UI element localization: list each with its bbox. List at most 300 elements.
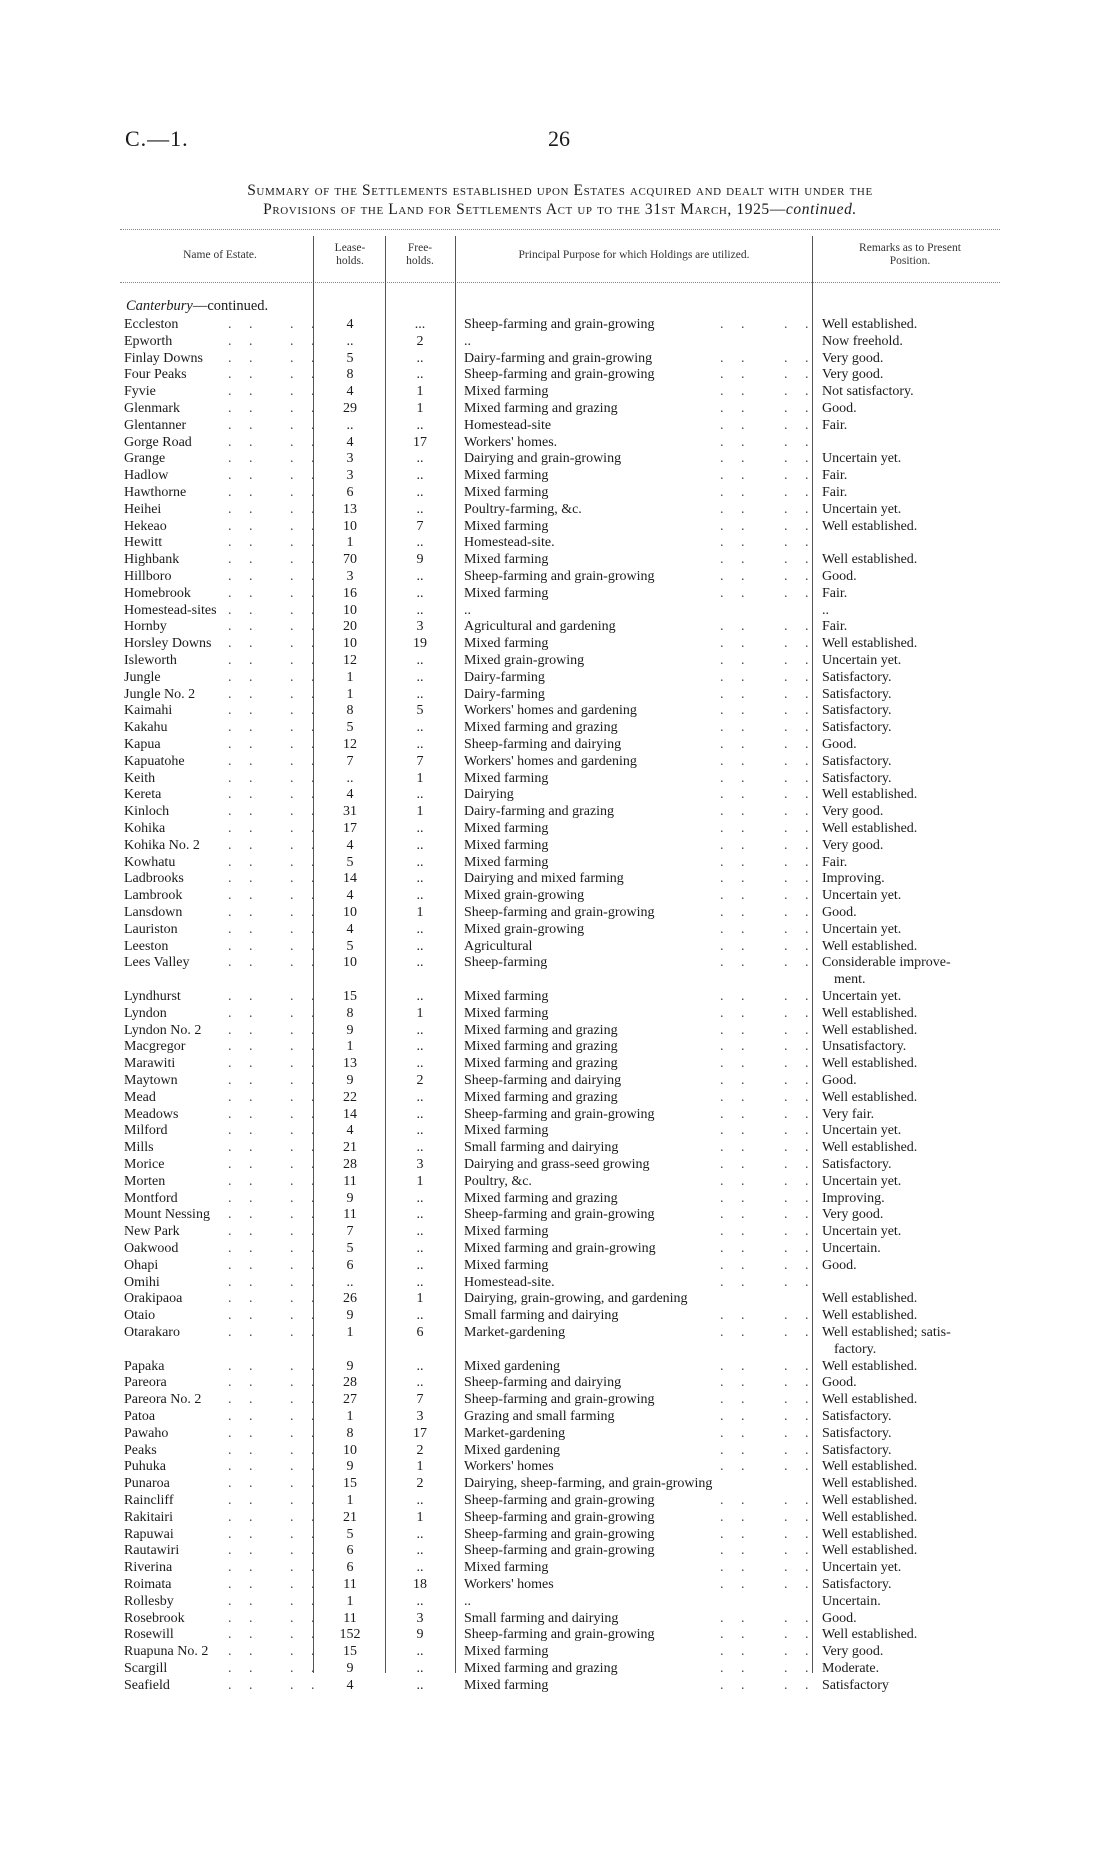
estate-name: Roimata	[124, 1577, 172, 1592]
table-row	[0, 1391, 1114, 1408]
remarks: Fair.	[822, 585, 848, 601]
leader-dots: . .	[720, 1677, 752, 1693]
leader-dots: . .	[228, 1425, 260, 1441]
leader-dots: . .	[228, 1274, 260, 1290]
leader-dots: . .	[720, 485, 752, 500]
table-row	[0, 585, 1114, 602]
freeholds-count: 1	[416, 384, 424, 400]
freeholds-count: ..	[416, 1106, 424, 1122]
leader-dots: . .	[720, 1459, 752, 1475]
leader-dots: . .	[228, 837, 260, 853]
leaseholds-count: 7	[346, 753, 354, 769]
leaseholds-count: 1	[346, 535, 354, 551]
leaseholds-count: 9	[346, 1308, 354, 1324]
table-row	[0, 618, 1114, 635]
leader-dots: . .	[290, 1627, 322, 1643]
leader-dots: . .	[784, 1661, 816, 1676]
leader-dots: . .	[784, 384, 816, 400]
leader-dots: . .	[290, 1442, 322, 1458]
leader-dots: . .	[228, 1089, 260, 1105]
leader-dots: . .	[720, 451, 752, 467]
freeholds-count: ..	[416, 871, 424, 887]
estate-name: Homebrook	[124, 585, 191, 601]
leader-dots: . .	[228, 1627, 260, 1643]
principal-purpose: Mixed grain-growing	[464, 888, 585, 904]
estate-name: Otaio	[124, 1308, 156, 1324]
leader-dots: . .	[720, 938, 752, 954]
table-row	[0, 1576, 1114, 1593]
leaseholds-count: 1	[346, 1039, 354, 1055]
table-row	[0, 484, 1114, 501]
leader-dots: . .	[784, 1325, 816, 1340]
leader-dots: . .	[720, 552, 752, 568]
freeholds-count: ..	[416, 921, 424, 937]
table-row	[0, 366, 1114, 383]
leader-dots: . .	[784, 1392, 816, 1408]
leaseholds-count: 8	[346, 1005, 354, 1021]
leader-dots: . .	[228, 921, 260, 937]
leader-dots: . .	[290, 602, 322, 618]
leader-dots: . .	[720, 686, 752, 702]
leader-dots: . .	[228, 1056, 260, 1072]
leader-dots: . .	[290, 1224, 322, 1240]
leader-dots: . .	[228, 569, 260, 584]
leader-dots: . .	[228, 1241, 260, 1256]
title-line-2-text: Provisions of the Land for Settlements Act up to the 31st March, 1925—	[263, 201, 786, 218]
remarks-continuation: ment.	[834, 972, 866, 988]
remarks: Unsatisfactory.	[822, 1039, 907, 1055]
leader-dots: . .	[784, 1577, 816, 1592]
freeholds-count: ..	[416, 955, 424, 971]
estate-name: Highbank	[124, 552, 180, 568]
leader-dots: . .	[720, 1577, 752, 1592]
freeholds-count: ..	[416, 585, 424, 601]
leader-dots: . .	[290, 1106, 322, 1122]
remarks: Well established.	[822, 1056, 918, 1072]
leader-dots: . .	[290, 1274, 322, 1290]
table-row	[0, 450, 1114, 467]
leader-dots: . .	[784, 636, 816, 652]
leader-dots: . .	[784, 955, 816, 971]
table-row	[0, 1660, 1114, 1677]
estate-name: Peaks	[124, 1442, 157, 1458]
leaseholds-count: 3	[346, 569, 354, 584]
leaseholds-count: 11	[343, 1577, 357, 1592]
table-row	[0, 1156, 1114, 1173]
leader-dots: . .	[720, 703, 752, 719]
leader-dots: . .	[720, 1493, 752, 1508]
freeholds-count: 2	[416, 1442, 424, 1458]
leader-dots: . .	[290, 1644, 322, 1660]
estate-name: Otarakaro	[124, 1325, 180, 1340]
principal-purpose: Poultry, &c.	[464, 1173, 532, 1189]
table-row	[0, 333, 1114, 350]
table-row	[0, 501, 1114, 518]
leaseholds-count: 12	[343, 737, 357, 752]
leader-dots: . .	[290, 1291, 322, 1307]
table-row	[0, 602, 1114, 619]
estate-name: Hekeao	[124, 518, 167, 534]
leaseholds-count: 5	[346, 1241, 354, 1256]
table-row	[0, 400, 1114, 417]
principal-purpose: Dairying and grass-seed growing	[464, 1157, 650, 1172]
remarks: Very fair.	[822, 1106, 875, 1122]
leader-dots: . .	[784, 350, 816, 366]
freeholds-count: ..	[416, 1274, 424, 1290]
leaseholds-count: 4	[346, 317, 354, 332]
remarks: Well established.	[822, 1089, 918, 1105]
leader-dots: . .	[720, 1392, 752, 1408]
remarks: Satisfactory.	[822, 1409, 892, 1424]
leader-dots: . .	[720, 1274, 752, 1290]
leader-dots: . .	[228, 989, 260, 1004]
leader-dots: . .	[228, 770, 260, 786]
freeholds-count: 18	[413, 1577, 427, 1592]
principal-purpose: Mixed farming and grazing	[464, 1022, 618, 1038]
estate-name: Kakahu	[124, 720, 168, 736]
leader-dots: . .	[784, 1022, 816, 1038]
leaseholds-count: 8	[346, 367, 354, 383]
leader-dots: . .	[290, 1123, 322, 1139]
leaseholds-count: 8	[346, 703, 354, 719]
leader-dots: . .	[290, 1056, 322, 1072]
leader-dots: . .	[290, 1409, 322, 1424]
remarks: Now freehold.	[822, 333, 903, 349]
freeholds-count: ..	[416, 653, 424, 668]
leaseholds-count: 9	[346, 1190, 354, 1206]
table-row	[0, 870, 1114, 887]
leaseholds-count: 9	[346, 1459, 354, 1475]
table-row	[0, 1677, 1114, 1694]
remarks: Good.	[822, 905, 857, 920]
leaseholds-count: 152	[339, 1627, 361, 1643]
leader-dots: . .	[228, 367, 260, 383]
leader-dots: . .	[228, 938, 260, 954]
leader-dots: . .	[290, 1173, 322, 1189]
leader-dots: . .	[290, 1610, 322, 1626]
remarks: Good.	[822, 569, 857, 584]
leader-dots: . .	[290, 1005, 322, 1021]
header-rule-bottom	[120, 282, 1000, 283]
leader-dots: . .	[228, 417, 260, 433]
leader-dots: . .	[720, 1325, 752, 1340]
column-header-remarks-1: Remarks as to Present	[859, 242, 961, 254]
principal-purpose: Mixed farming	[464, 1677, 549, 1693]
leader-dots: . .	[290, 1308, 322, 1324]
remarks: Satisfactory.	[822, 1425, 892, 1441]
freeholds-count: 1	[416, 804, 424, 820]
estate-name: Kohika No. 2	[124, 837, 200, 853]
leader-dots: . .	[784, 837, 816, 853]
leader-dots: . .	[290, 333, 322, 349]
table-row	[0, 467, 1114, 484]
leader-dots: . .	[290, 1392, 322, 1408]
table-row	[0, 1122, 1114, 1139]
leader-dots: . .	[784, 1358, 816, 1374]
principal-purpose: Mixed farming and grazing	[464, 1190, 618, 1206]
leader-dots: . .	[290, 384, 322, 400]
leader-dots: . .	[784, 989, 816, 1004]
principal-purpose: Sheep-farming and grain-growing	[464, 1493, 655, 1508]
leader-dots: . .	[290, 1476, 322, 1492]
estate-name: Kapua	[124, 737, 161, 752]
remarks: Satisfactory.	[822, 686, 892, 702]
leaseholds-count: ..	[346, 770, 354, 786]
table-row	[0, 854, 1114, 871]
leader-dots: . .	[228, 619, 260, 635]
leader-dots: . .	[290, 1325, 322, 1340]
freeholds-count: 17	[413, 1425, 427, 1441]
leader-dots: . .	[228, 1593, 260, 1609]
leaseholds-count: 13	[343, 501, 357, 517]
table-row	[0, 1223, 1114, 1240]
leader-dots: . .	[784, 888, 816, 904]
leader-dots: . .	[290, 669, 322, 685]
freeholds-count: 19	[413, 636, 427, 652]
leader-dots: . .	[228, 1442, 260, 1458]
principal-purpose: Sheep-farming and grain-growing	[464, 367, 655, 383]
leader-dots: . .	[720, 1005, 752, 1021]
leader-dots: . .	[720, 720, 752, 736]
principal-purpose: Mixed farming and grazing	[464, 1056, 618, 1072]
leader-dots: . .	[228, 317, 260, 332]
leader-dots: . .	[720, 367, 752, 383]
estate-name: Pareora No. 2	[124, 1392, 202, 1408]
leader-dots: . .	[784, 552, 816, 568]
estate-name: Kohika	[124, 821, 166, 836]
principal-purpose: Mixed grain-growing	[464, 921, 585, 937]
leaseholds-count: 4	[346, 1123, 354, 1139]
table-row	[0, 1425, 1114, 1442]
table-row	[0, 702, 1114, 719]
estate-name: Puhuka	[124, 1459, 166, 1475]
leader-dots: . .	[720, 1644, 752, 1660]
leader-dots: . .	[290, 317, 322, 332]
leaseholds-count: 3	[346, 468, 354, 484]
estate-name: Epworth	[124, 333, 173, 349]
remarks: Fair.	[822, 417, 848, 433]
leader-dots: . .	[228, 401, 260, 416]
table-row	[0, 803, 1114, 820]
estate-name: Kereta	[124, 787, 162, 803]
principal-purpose: ..	[464, 333, 471, 349]
leader-dots: . .	[720, 888, 752, 904]
remarks: Uncertain.	[822, 1241, 881, 1256]
freeholds-count: ..	[416, 1593, 424, 1609]
principal-purpose: Sheep-farming and grain-growing	[464, 569, 655, 584]
document-reference: C.—1.	[125, 126, 189, 151]
leader-dots: . .	[784, 317, 816, 332]
leader-dots: . .	[784, 1459, 816, 1475]
leader-dots: . .	[290, 468, 322, 484]
leader-dots: . .	[784, 905, 816, 920]
table-row	[0, 1492, 1114, 1509]
leader-dots: . .	[720, 1257, 752, 1273]
leader-dots: . .	[784, 1039, 816, 1055]
estate-name: Ruapuna No. 2	[124, 1644, 209, 1660]
leader-dots: . .	[228, 1476, 260, 1492]
table-row	[0, 1290, 1114, 1307]
leader-dots: . .	[228, 753, 260, 769]
leader-dots: . .	[290, 1493, 322, 1508]
principal-purpose: Homestead-site	[464, 417, 552, 433]
freeholds-count: ..	[416, 1526, 424, 1542]
leader-dots: . .	[784, 1493, 816, 1508]
leader-dots: . .	[784, 1123, 816, 1139]
freeholds-count: ..	[416, 737, 424, 752]
leader-dots: . .	[720, 1089, 752, 1105]
remarks: Fair.	[822, 854, 848, 870]
remarks: Well established.	[822, 636, 918, 652]
remarks: Satisfactory.	[822, 703, 892, 719]
leader-dots: . .	[290, 686, 322, 702]
remarks: Good.	[822, 737, 857, 752]
table-row	[0, 1022, 1114, 1039]
freeholds-count: ..	[416, 1560, 424, 1576]
freeholds-count: ..	[416, 787, 424, 803]
principal-purpose: Mixed farming	[464, 1257, 549, 1273]
leader-dots: . .	[784, 1257, 816, 1273]
freeholds-count: ..	[416, 485, 424, 500]
leader-dots: . .	[228, 1039, 260, 1055]
leader-dots: . .	[784, 1274, 816, 1290]
leader-dots: . .	[290, 921, 322, 937]
column-header-name: Name of Estate.	[183, 249, 257, 261]
estate-name: Rollesby	[124, 1593, 174, 1609]
leaseholds-count: 13	[343, 1056, 357, 1072]
estate-name: Scargill	[124, 1661, 168, 1676]
leader-dots: . .	[228, 1493, 260, 1508]
leader-dots: . .	[290, 653, 322, 668]
leader-dots: . .	[784, 1089, 816, 1105]
principal-purpose: Mixed farming	[464, 1123, 549, 1139]
leader-dots: . .	[784, 401, 816, 416]
remarks: Uncertain yet.	[822, 653, 902, 668]
freeholds-count: ..	[416, 1022, 424, 1038]
leader-dots: . .	[228, 451, 260, 467]
leader-dots: . .	[290, 1577, 322, 1592]
leader-dots: . .	[720, 1543, 752, 1559]
remarks: Well established.	[822, 1493, 918, 1508]
principal-purpose: Mixed farming	[464, 636, 549, 652]
leader-dots: . .	[784, 653, 816, 668]
remarks: Uncertain yet.	[822, 1123, 902, 1139]
leader-dots: . .	[290, 451, 322, 467]
estate-name: Mills	[124, 1140, 154, 1156]
table-row	[0, 820, 1114, 837]
leader-dots: . .	[228, 720, 260, 736]
principal-purpose: Dairying, grain-growing, and gardening	[464, 1291, 688, 1307]
leader-dots: . .	[290, 1022, 322, 1038]
remarks: Well established.	[822, 1291, 918, 1307]
freeholds-count: ..	[416, 1140, 424, 1156]
leader-dots: . .	[720, 1560, 752, 1576]
leader-dots: . .	[290, 888, 322, 904]
leader-dots: . .	[228, 501, 260, 517]
remarks: Uncertain yet.	[822, 1560, 902, 1576]
leader-dots: . .	[290, 770, 322, 786]
leaseholds-count: 1	[346, 686, 354, 702]
principal-purpose: Dairy-farming and grain-growing	[464, 350, 653, 366]
leader-dots: . .	[720, 1308, 752, 1324]
principal-purpose: Small farming and dairying	[464, 1308, 619, 1324]
leader-dots: . .	[784, 770, 816, 786]
estate-name: Glenmark	[124, 401, 180, 416]
table-row	[0, 1257, 1114, 1274]
leader-dots: . .	[784, 1509, 816, 1525]
freeholds-count: 1	[416, 1005, 424, 1021]
estate-name: Hewitt	[124, 535, 163, 551]
leaseholds-count: 10	[343, 602, 357, 618]
leader-dots: . .	[290, 350, 322, 366]
leader-dots: . .	[720, 384, 752, 400]
table-row	[0, 1593, 1114, 1610]
freeholds-count: 6	[416, 1325, 424, 1340]
principal-purpose: Mixed farming	[464, 1005, 549, 1021]
freeholds-count: ..	[416, 1677, 424, 1693]
leader-dots: . .	[720, 434, 752, 450]
leader-dots: . .	[290, 1661, 322, 1676]
leaseholds-count: 26	[343, 1291, 357, 1307]
estate-name: Kowhatu	[124, 854, 176, 870]
freeholds-count: 7	[416, 518, 424, 534]
table-row	[0, 1173, 1114, 1190]
leader-dots: . .	[290, 753, 322, 769]
leader-dots: . .	[228, 1644, 260, 1660]
estate-name: Finlay Downs	[124, 350, 203, 366]
leader-dots: . .	[720, 1157, 752, 1172]
leader-dots: . .	[290, 871, 322, 887]
remarks: Well established.	[822, 1140, 918, 1156]
section-heading	[126, 298, 268, 315]
leader-dots: . .	[720, 1224, 752, 1240]
leader-dots: . .	[290, 367, 322, 383]
leaseholds-count: 4	[346, 921, 354, 937]
leaseholds-count: 9	[346, 1022, 354, 1038]
leader-dots: . .	[784, 1106, 816, 1122]
freeholds-count: ..	[416, 1056, 424, 1072]
table-title	[110, 181, 1010, 219]
freeholds-count: ..	[416, 1039, 424, 1055]
leader-dots: . .	[784, 753, 816, 769]
table-row	[0, 534, 1114, 551]
freeholds-count: 9	[416, 552, 424, 568]
leaseholds-count: 1	[346, 1325, 354, 1340]
principal-purpose: Homestead-site.	[464, 535, 555, 551]
estate-name: Orakipaoa	[124, 1291, 183, 1307]
leaseholds-count: 6	[346, 1257, 354, 1273]
principal-purpose: Sheep-farming and dairying	[464, 1073, 622, 1088]
leader-dots: . .	[228, 333, 260, 349]
principal-purpose: Mixed farming	[464, 989, 549, 1004]
estate-name: Ohapi	[124, 1257, 159, 1273]
remarks: Moderate.	[822, 1661, 880, 1676]
leader-dots: . .	[784, 821, 816, 836]
principal-purpose: Sheep-farming and grain-growing	[464, 1627, 655, 1643]
leader-dots: . .	[720, 1207, 752, 1223]
leaseholds-count: 4	[346, 384, 354, 400]
leader-dots: . .	[720, 1375, 752, 1391]
leader-dots: . .	[784, 720, 816, 736]
estate-name: Seafield	[124, 1677, 170, 1693]
leader-dots: . .	[784, 1560, 816, 1576]
leader-dots: . .	[720, 619, 752, 635]
principal-purpose: Sheep-farming and grain-growing	[464, 317, 655, 332]
freeholds-count: ..	[416, 720, 424, 736]
leader-dots: . .	[228, 1173, 260, 1189]
principal-purpose: Mixed farming	[464, 485, 549, 500]
principal-purpose: Grazing and small farming	[464, 1409, 615, 1424]
